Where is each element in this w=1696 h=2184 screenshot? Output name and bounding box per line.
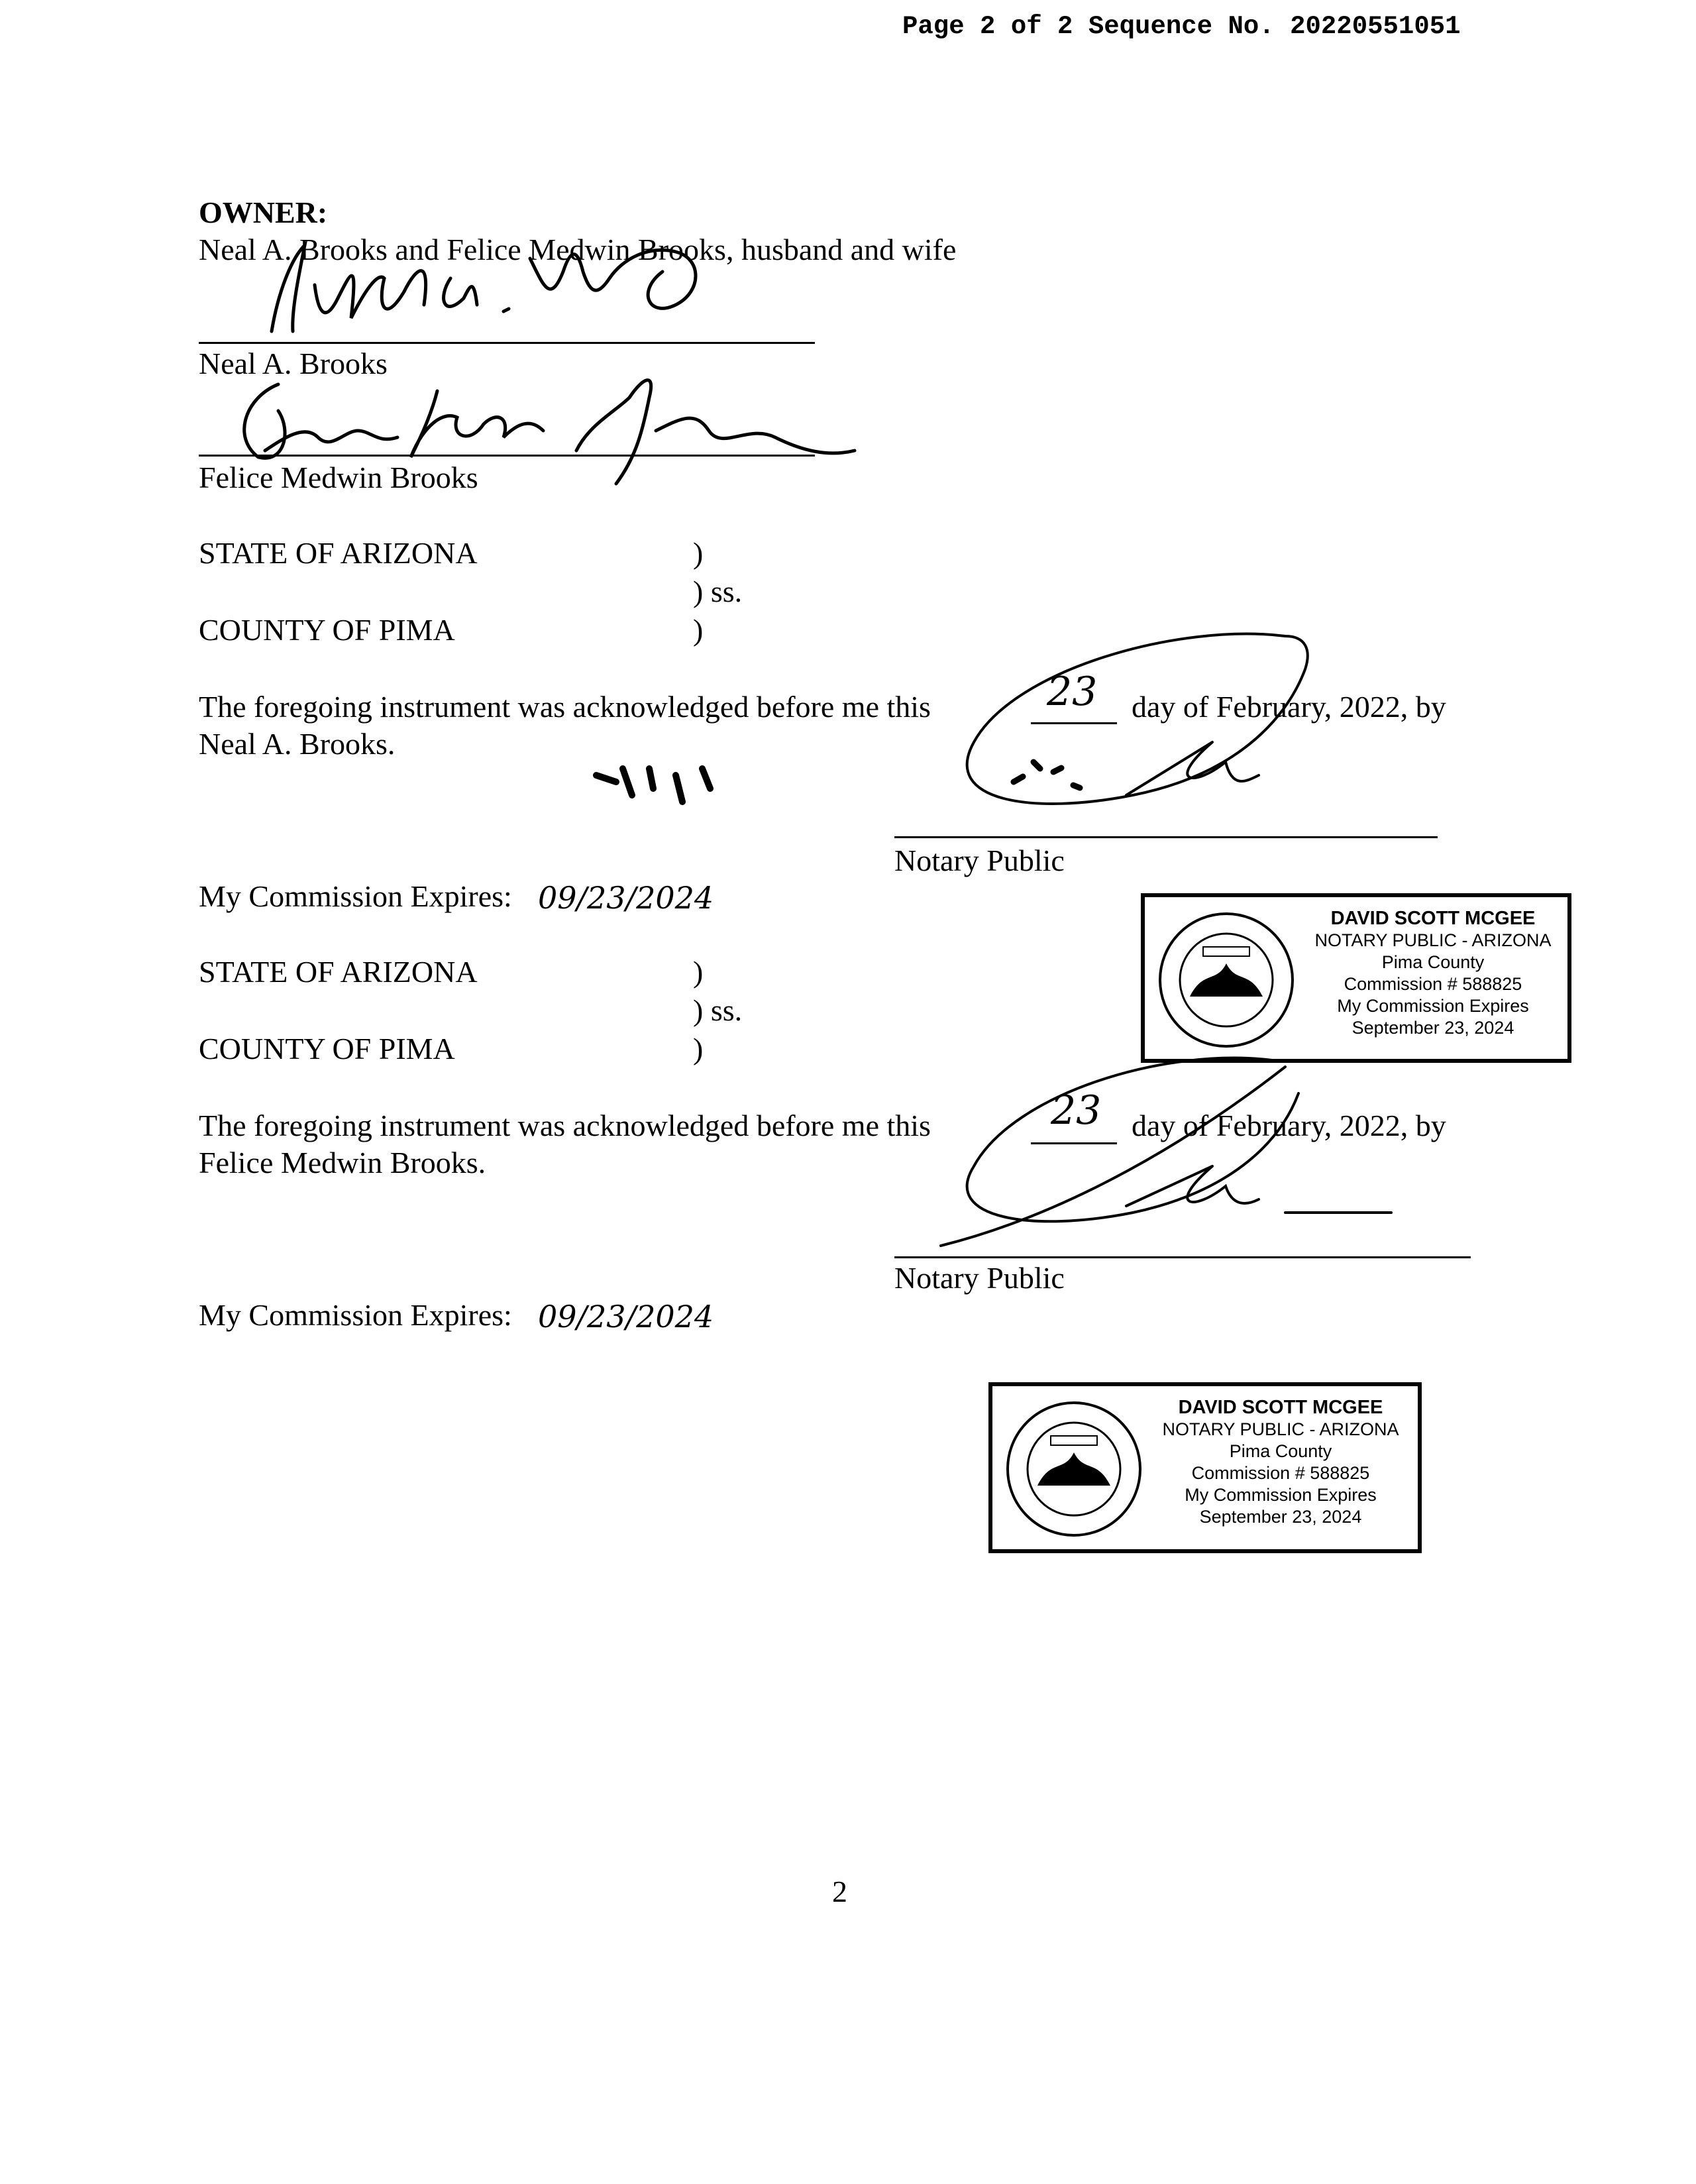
ack1-line1-post: day of February, 2022, by [1132, 690, 1446, 724]
notary1-label: Notary Public [894, 844, 1065, 877]
stamp2-county: Pima County [1229, 1441, 1332, 1461]
notary-line-1 [894, 836, 1438, 838]
ack1-day: 23 [1047, 669, 1098, 715]
venue1-paren-bottom: ) [693, 613, 704, 647]
stamp1-expires-label: My Commission Expires [1337, 996, 1529, 1016]
commission1-date: 09/23/2024 [538, 880, 714, 916]
page-number: 2 [832, 1875, 847, 1908]
ack2-line2: Felice Medwin Brooks. [199, 1146, 486, 1179]
venue2-ss: ) ss. [693, 993, 743, 1027]
stamp1-county: Pima County [1381, 952, 1485, 972]
stamp2-notary-title: NOTARY PUBLIC - ARIZONA [1162, 1419, 1399, 1439]
venue2-paren-bottom: ) [693, 1032, 704, 1065]
stamp1-notary-name: DAVID SCOTT MCGEE [1330, 908, 1536, 929]
stamp1-commission: Commission # 588825 [1344, 974, 1522, 994]
stamp2-commission: Commission # 588825 [1191, 1463, 1370, 1483]
signer2-name: Felice Medwin Brooks [199, 461, 478, 494]
stamp1-notary-title: NOTARY PUBLIC - ARIZONA [1314, 930, 1552, 950]
arizona-seal-icon [1157, 910, 1296, 1050]
notary-line-2 [894, 1256, 1471, 1258]
venue2-county: COUNTY OF PIMA [199, 1032, 455, 1065]
notary2-label: Notary Public [894, 1261, 1065, 1295]
commission2-label: My Commission Expires: [199, 1298, 512, 1332]
venue1-ss: ) ss. [693, 574, 743, 608]
venue1-paren-top: ) [693, 536, 704, 570]
commission1-label: My Commission Expires: [199, 879, 512, 913]
stamp2-expires-label: My Commission Expires [1185, 1485, 1377, 1505]
notary-stamp-2 [988, 1382, 1422, 1553]
owner-heading: OWNER: [199, 195, 328, 229]
ack2-line1-post: day of February, 2022, by [1132, 1109, 1446, 1142]
ack1-line2: Neal A. Brooks. [199, 727, 396, 761]
venue2-state: STATE OF ARIZONA [199, 955, 478, 989]
ack1-line1-pre: The foregoing instrument was acknowledged before me this [199, 690, 931, 724]
page-sequence-header: Page 2 of 2 Sequence No. 20220551051 [902, 12, 1461, 41]
scanner-speckles [583, 755, 808, 828]
ack2-line1-pre: The foregoing instrument was acknowledged before me this [199, 1109, 931, 1142]
venue1-county: COUNTY OF PIMA [199, 613, 455, 647]
arizona-seal-icon [1004, 1399, 1143, 1539]
venue1-state: STATE OF ARIZONA [199, 536, 478, 570]
commission2-date: 09/23/2024 [538, 1299, 714, 1335]
signature-line-2 [199, 455, 815, 457]
signer1-name: Neal A. Brooks [199, 347, 388, 380]
signature-neal-brooks [252, 232, 755, 345]
signature-line-1 [199, 342, 815, 344]
owner-parties: Neal A. Brooks and Felice Medwin Brooks, husband and wife [199, 233, 957, 266]
stamp1-expires-date: September 23, 2024 [1352, 1018, 1514, 1038]
notary-signature-1 [914, 629, 1391, 848]
notary-stamp-1 [1141, 893, 1571, 1063]
stamp2-expires-date: September 23, 2024 [1199, 1507, 1362, 1527]
ack2-day: 23 [1051, 1087, 1102, 1134]
stamp2-notary-name: DAVID SCOTT MCGEE [1178, 1397, 1383, 1418]
venue2-paren-top: ) [693, 955, 704, 989]
notary-signature-2 [914, 1054, 1391, 1259]
